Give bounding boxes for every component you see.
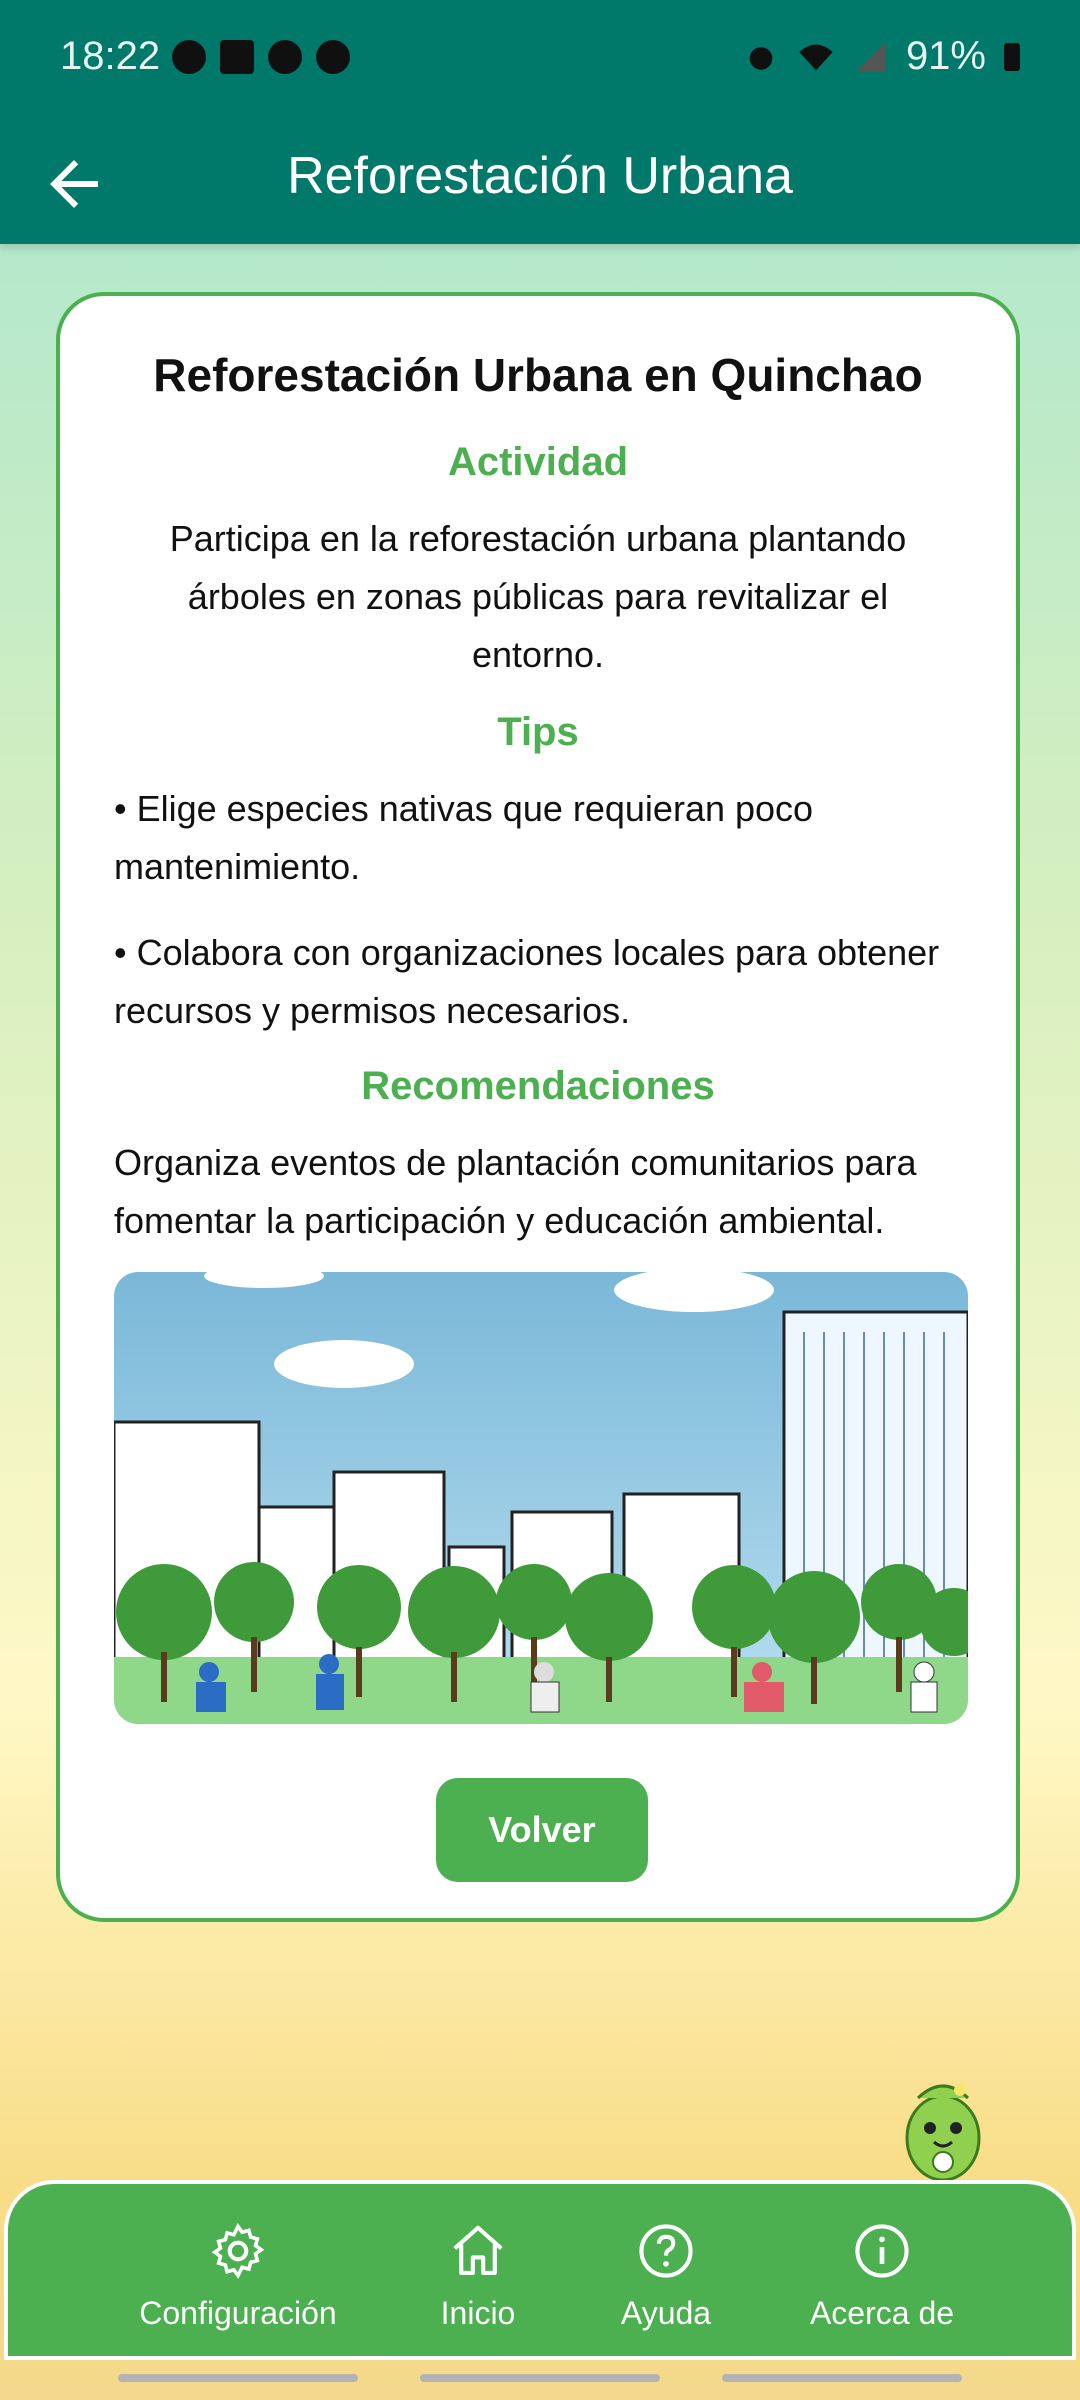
- battery-text: 91%: [905, 34, 986, 78]
- nav-label: Configuración: [139, 2295, 337, 2331]
- help-icon: [635, 2220, 697, 2282]
- recomendaciones-text: Organiza eventos de plantación comunitarios para fomentar la participación y educación ambiental.: [114, 1142, 917, 1241]
- gesture-bar: [118, 2374, 358, 2382]
- gesture-bar: [722, 2374, 962, 2382]
- block-icon: [172, 40, 206, 74]
- nav-configuracion[interactable]: [128, 2220, 348, 2332]
- wifi-icon: [796, 40, 836, 74]
- notification-icons: [172, 40, 350, 74]
- nav-label: Inicio: [440, 2295, 516, 2331]
- app-icon: [316, 40, 350, 74]
- bottom-navigation: [4, 2180, 1076, 2360]
- image-icon: [220, 40, 254, 74]
- activity-card: [56, 292, 1020, 1922]
- signal-icon: [854, 40, 888, 74]
- recomendaciones-heading: Recomendaciones: [361, 1064, 715, 1108]
- alarm-icon: [744, 40, 778, 74]
- status-bar: [0, 0, 1080, 120]
- tip-item: • Colabora con organizaciones locales para obtener recursos y permisos necesarios.: [114, 932, 940, 1031]
- nav-acerca-de[interactable]: [772, 2220, 992, 2332]
- triangle-icon: [268, 40, 302, 74]
- page-title: Reforestación Urbana: [287, 147, 793, 205]
- nav-inicio[interactable]: [368, 2220, 588, 2332]
- battery-icon: [1004, 43, 1020, 71]
- app-bar: [0, 120, 1080, 244]
- actividad-heading: Actividad: [447, 440, 629, 484]
- gesture-bar: [420, 2374, 660, 2382]
- actividad-text: Participa en la reforestación urbana plantando árboles en zonas públicas para revitalizar el entorno.: [169, 518, 907, 675]
- nav-label: Ayuda: [620, 2295, 712, 2331]
- info-icon: [851, 2220, 913, 2282]
- tip-item: • Elige especies nativas que requieran poco mantenimiento.: [114, 788, 814, 887]
- reforestation-illustration: [114, 1272, 968, 1724]
- tips-heading: Tips: [497, 710, 579, 754]
- mascot-icon[interactable]: [888, 2076, 998, 2184]
- gear-icon: [207, 2220, 269, 2282]
- nav-label: Acerca de: [809, 2295, 955, 2331]
- nav-ayuda[interactable]: [556, 2220, 776, 2332]
- status-time: 18:22: [60, 34, 161, 78]
- volver-button[interactable]: Volver: [436, 1778, 648, 1882]
- home-icon: [447, 2220, 509, 2282]
- card-title: Reforestación Urbana en Quinchao: [153, 349, 923, 401]
- system-icons: [744, 34, 1020, 79]
